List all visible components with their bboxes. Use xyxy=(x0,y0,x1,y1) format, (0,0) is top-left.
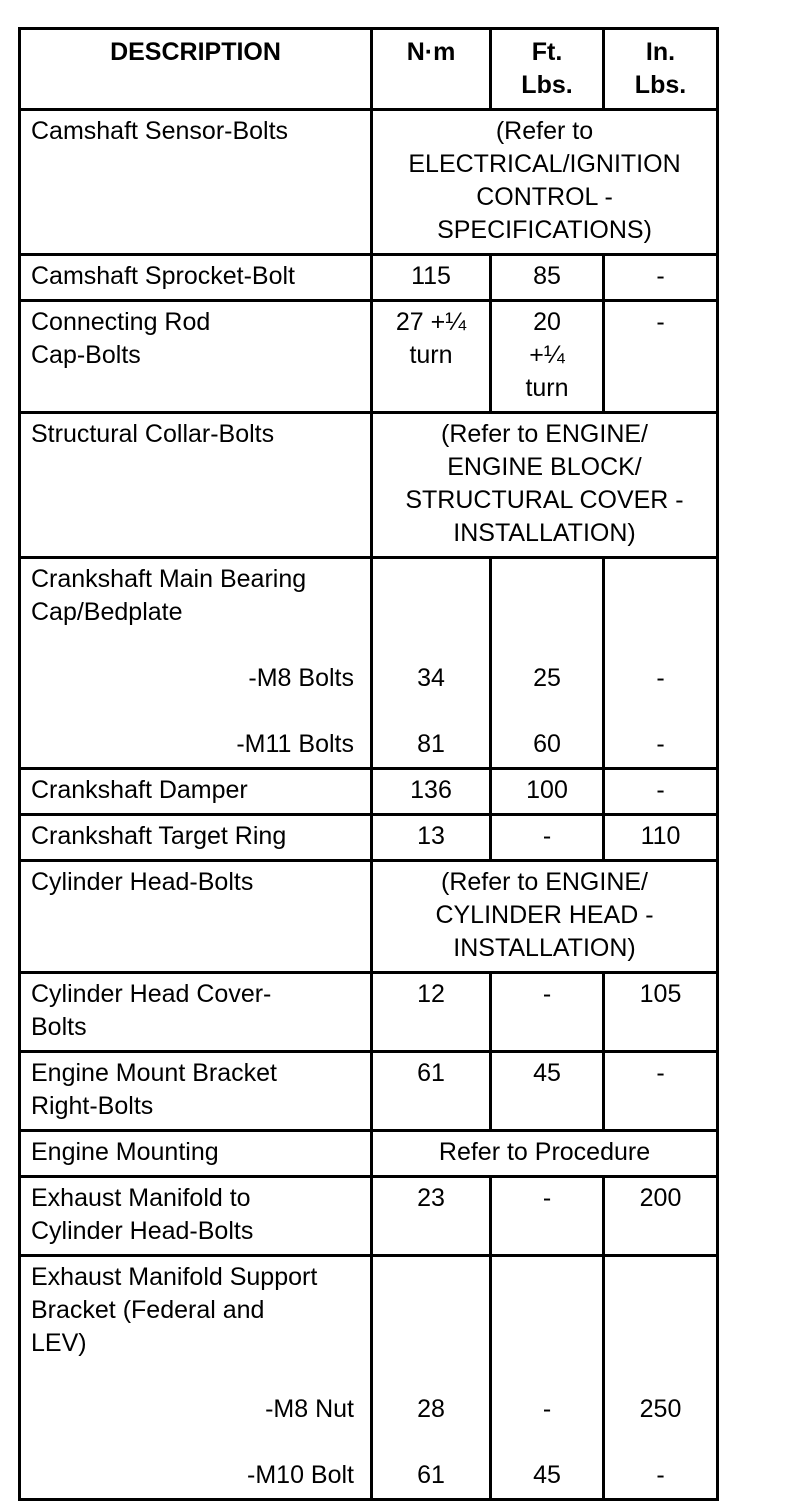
table-row xyxy=(20,1131,718,1177)
reference-line: ELECTRICAL/IGNITION xyxy=(408,150,681,178)
description-line: Bolts xyxy=(31,1013,87,1041)
table-row xyxy=(20,110,718,255)
row-description: Structural Collar-Bolts xyxy=(20,413,372,558)
value-line: +¼ xyxy=(529,341,565,369)
table-row xyxy=(20,1256,718,1500)
table-row xyxy=(20,413,718,558)
value-line: - xyxy=(656,1461,665,1489)
value-line: 28 xyxy=(417,1395,445,1423)
row-description: Engine Mounting xyxy=(20,1131,372,1177)
table-row xyxy=(20,1177,718,1256)
row-description: Camshaft Sprocket-Bolt xyxy=(20,255,372,301)
header-in-lbs xyxy=(604,29,718,110)
header-in-line2: Lbs. xyxy=(634,71,687,99)
reference-line: ENGINE BLOCK/ xyxy=(447,453,642,481)
value-nm: 61 xyxy=(372,1052,491,1131)
description-line: Bracket (Federal and xyxy=(31,1296,265,1324)
description-line: Cylinder Head-Bolts xyxy=(31,1217,254,1245)
description-line: Exhaust Manifold Support xyxy=(31,1263,318,1291)
row-description: Cylinder Head-Bolts xyxy=(20,861,372,973)
table-row xyxy=(20,301,718,413)
reference-line: (Refer to ENGINE/ xyxy=(441,420,648,448)
value-in-lbs: - xyxy=(604,1052,718,1131)
description-line: Engine Mount Bracket xyxy=(31,1059,277,1087)
value-nm: 12 xyxy=(372,973,491,1052)
value-in-lbs: 110 xyxy=(604,815,718,861)
value-line: turn xyxy=(525,374,569,402)
reference-note xyxy=(372,861,718,973)
value-in-lbs: - xyxy=(604,255,718,301)
value-line: 250 xyxy=(639,1395,682,1423)
row-description xyxy=(20,1052,372,1131)
value-ft-lbs: 100 xyxy=(491,769,604,815)
reference-line: STRUCTURAL COVER - xyxy=(405,486,684,514)
value-line: 25 xyxy=(533,664,561,692)
row-description xyxy=(20,301,372,413)
value-line: turn xyxy=(409,341,453,369)
value-line: - xyxy=(656,664,665,692)
table-row xyxy=(20,769,718,815)
value-ft-lbs: 85 xyxy=(491,255,604,301)
header-ft-lbs xyxy=(491,29,604,110)
reference-note xyxy=(372,110,718,255)
row-description: Crankshaft Damper xyxy=(20,769,372,815)
value-line: 60 xyxy=(533,730,561,758)
value-line: - xyxy=(542,1395,552,1423)
value-ft-lbs xyxy=(491,301,604,413)
value-in-lbs: - xyxy=(604,301,718,413)
value-nm: 13 xyxy=(372,815,491,861)
row-description xyxy=(20,1177,372,1256)
value-nm xyxy=(372,558,491,769)
value-line: 81 xyxy=(417,730,445,758)
value-nm: 136 xyxy=(372,769,491,815)
value-ft-lbs: - xyxy=(491,815,604,861)
description-line: LEV) xyxy=(31,1329,87,1357)
row-description xyxy=(20,973,372,1052)
header-ft-line2: Lbs. xyxy=(521,71,573,99)
reference-line: (Refer to xyxy=(495,117,594,145)
value-in-lbs xyxy=(604,558,718,769)
sub-item-label: -M10 Bolt xyxy=(247,1461,354,1489)
reference-note xyxy=(372,413,718,558)
reference-line: CONTROL - xyxy=(476,183,613,211)
value-ft-lbs: - xyxy=(491,973,604,1052)
value-line: 20 xyxy=(533,308,561,336)
reference-line: INSTALLATION) xyxy=(453,934,636,962)
row-description: Crankshaft Target Ring xyxy=(20,815,372,861)
value-line: - xyxy=(656,730,665,758)
row-description xyxy=(20,558,372,769)
table-row xyxy=(20,1052,718,1131)
value-nm xyxy=(372,1256,491,1500)
value-ft-lbs: 45 xyxy=(491,1052,604,1131)
value-in-lbs: 200 xyxy=(604,1177,718,1256)
sub-item-label: -M8 Bolts xyxy=(248,664,354,692)
description-line: Right-Bolts xyxy=(31,1092,154,1120)
value-line: 34 xyxy=(417,664,445,692)
sub-item-label: -M11 Bolts xyxy=(236,730,354,758)
value-in-lbs: - xyxy=(604,769,718,815)
row-description xyxy=(20,1256,372,1500)
description-line: Cylinder Head Cover- xyxy=(31,980,272,1008)
value-line: 61 xyxy=(417,1461,445,1489)
value-ft-lbs xyxy=(491,1256,604,1500)
row-description: Camshaft Sensor-Bolts xyxy=(20,110,372,255)
header-description: DESCRIPTION xyxy=(20,29,372,110)
table-row xyxy=(20,815,718,861)
header-ft-line1: Ft. xyxy=(531,38,563,66)
reference-note: Refer to Procedure xyxy=(372,1131,718,1177)
table-row xyxy=(20,558,718,769)
reference-line: CYLINDER HEAD - xyxy=(435,901,654,929)
torque-spec-table xyxy=(18,27,719,1501)
value-in-lbs xyxy=(604,1256,718,1500)
value-nm: 23 xyxy=(372,1177,491,1256)
description-line: Exhaust Manifold to xyxy=(31,1184,251,1212)
table-row xyxy=(20,973,718,1052)
table-row xyxy=(20,255,718,301)
description-line: Cap/Bedplate xyxy=(31,598,183,626)
header-in-line1: In. xyxy=(645,38,676,66)
value-in-lbs: 105 xyxy=(604,973,718,1052)
header-row xyxy=(20,29,718,110)
reference-line: SPECIFICATIONS) xyxy=(437,216,652,244)
header-nm: N·m xyxy=(372,29,491,110)
description-line: Connecting Rod xyxy=(31,308,211,336)
reference-line: (Refer to ENGINE/ xyxy=(441,868,648,896)
description-line: Cap-Bolts xyxy=(31,341,141,369)
value-line: 27 +¼ xyxy=(395,308,467,336)
reference-line: INSTALLATION) xyxy=(453,519,636,547)
value-ft-lbs xyxy=(491,558,604,769)
table-row xyxy=(20,861,718,973)
description-line: Crankshaft Main Bearing xyxy=(31,565,307,593)
value-nm xyxy=(372,301,491,413)
sub-item-label: -M8 Nut xyxy=(265,1395,354,1423)
value-line: 45 xyxy=(533,1461,561,1489)
value-ft-lbs: - xyxy=(491,1177,604,1256)
value-nm: 115 xyxy=(372,255,491,301)
